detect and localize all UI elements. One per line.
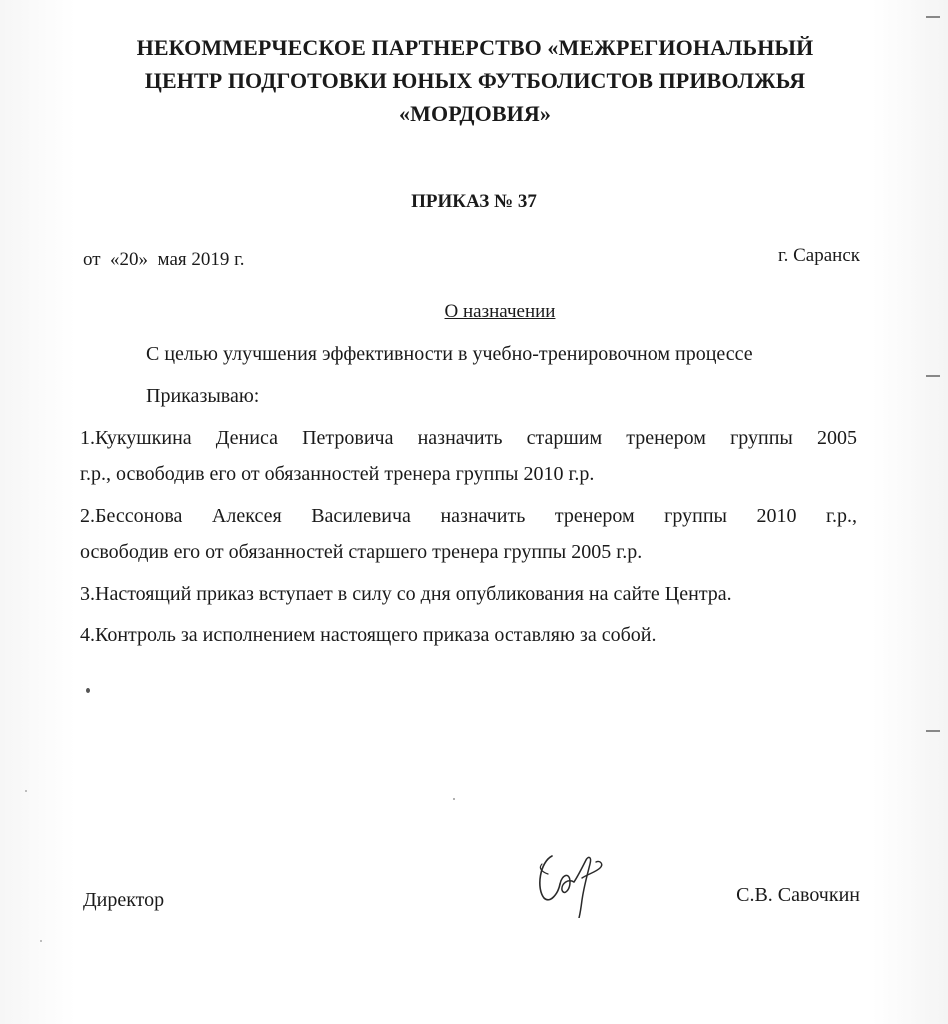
item-1-line-2: г.р., освободив его от обязанностей тренера группы 2010 г.р.	[80, 463, 595, 485]
item-2-line-2: освободив его от обязанностей старшего тренера группы 2005 г.р.	[80, 541, 643, 563]
order-date: от «20» мая 2019 г.	[83, 249, 245, 270]
scan-edge-mark	[926, 16, 940, 18]
order-title: ПРИКАЗ № 37	[411, 191, 537, 212]
org-line-2: ЦЕНТР ПОДГОТОВКИ ЮНЫХ ФУТБОЛИСТОВ ПРИВОЛЖЬЯ	[144, 68, 806, 93]
scan-speck	[40, 940, 42, 942]
order-subject: О назначении	[444, 301, 556, 322]
scan-speck	[86, 688, 90, 693]
org-line-1: НЕКОММЕРЧЕСКОЕ ПАРТНЕРСТВО «МЕЖРЕГИОНАЛЬНЫЙ	[136, 35, 814, 60]
org-line-3: «МОРДОВИЯ»	[399, 101, 551, 126]
signatory-name: С.В. Савочкин	[736, 884, 860, 906]
scan-edge-mark	[926, 730, 940, 732]
signatory-role: Директор	[83, 889, 165, 911]
organization-header	[60, 31, 890, 130]
scan-edge-mark	[926, 375, 940, 377]
scan-speck	[453, 798, 455, 800]
handwritten-signature	[530, 838, 610, 918]
item-2-line-1: 2.Бессонова Алексея Василевича назначить тренером группы 2010 г.р.,	[80, 505, 857, 527]
order-city: г. Саранск	[777, 245, 860, 266]
intro-paragraph: С целью улучшения эффективности в учебно-тренировочном процессе	[146, 343, 753, 365]
item-1-line-1: 1.Кукушкина Дениса Петровича назначить старшим тренером группы 2005	[80, 427, 857, 449]
order-word: Приказываю:	[146, 385, 260, 407]
scan-speck	[25, 790, 27, 792]
item-4: 4.Контроль за исполнением настоящего приказа оставляю за собой.	[80, 624, 657, 646]
item-3: 3.Настоящий приказ вступает в силу со дня опубликования на сайте Центра.	[80, 583, 732, 605]
